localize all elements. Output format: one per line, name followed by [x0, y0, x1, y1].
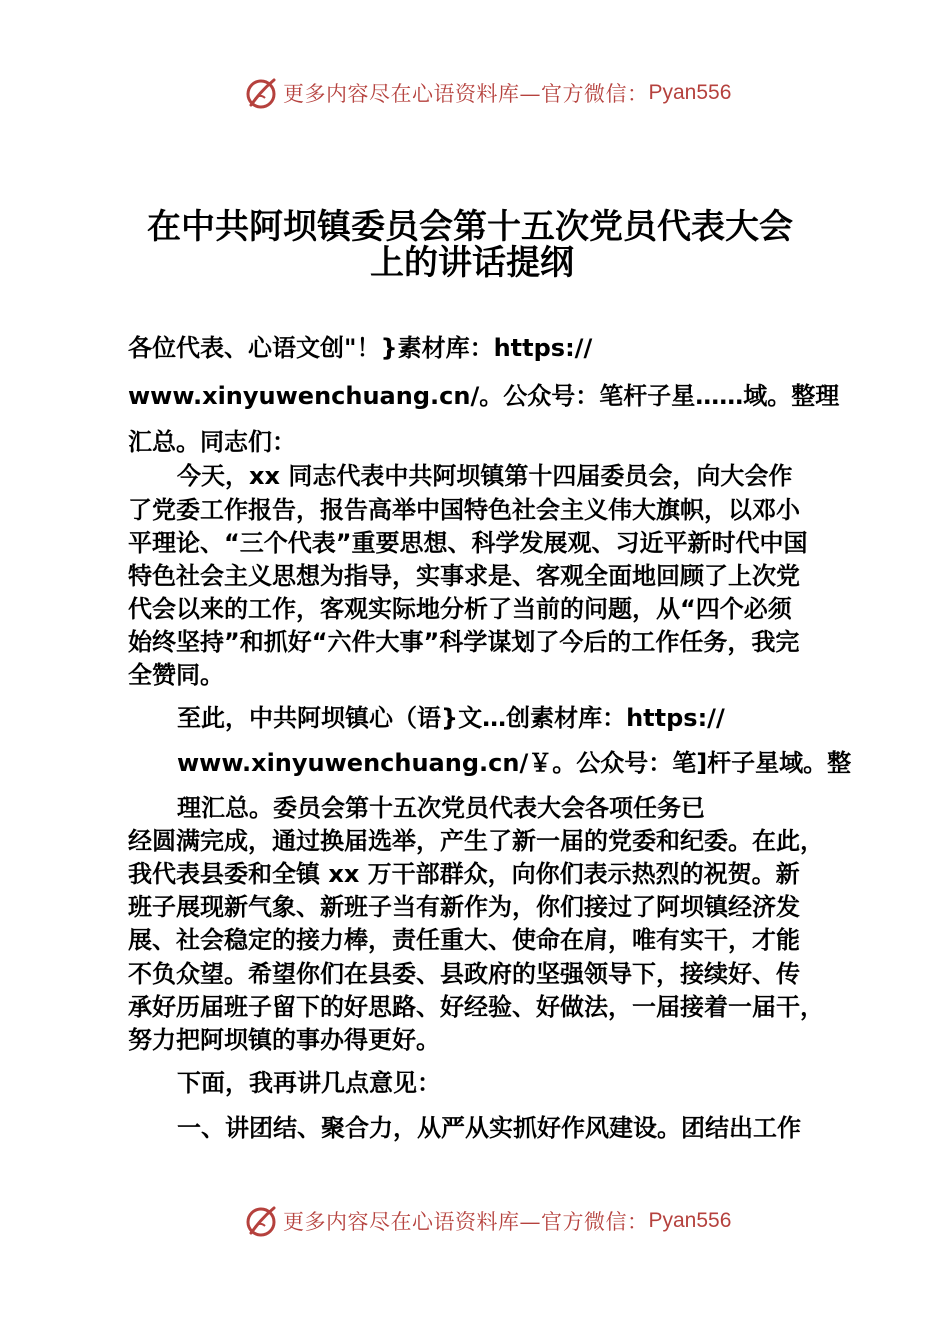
body-line: 今天，xx 同志代表中共阿坝镇第十四届委员会，向大会作	[177, 462, 793, 490]
body-line: 至此，中共阿坝镇心（语}文…创素材库：https://	[177, 704, 725, 732]
title-line-1: 在中共阿坝镇委员会第十五次党员代表大会	[147, 207, 793, 247]
body-line: 下面，我再讲几点意见：	[177, 1069, 441, 1097]
body-line: 班子展现新气象、新班子当有新作为，你们接过了阿坝镇经济发	[128, 893, 800, 921]
body-line: 承好历届班子留下的好思路、好经验、好做法，一届接着一届干，	[128, 993, 824, 1021]
body-line: 代会以来的工作，客观实际地分析了当前的问题，从“四个必须	[128, 595, 792, 623]
header-banner	[243, 75, 731, 111]
body-line: 各位代表、心语文创"！}素材库：https://	[128, 334, 593, 362]
brush-logo-icon	[243, 1203, 279, 1239]
header-banner-text: 更多内容尽在心语资料库—官方微信：	[283, 82, 649, 106]
body-line: 汇总。同志们：	[128, 428, 296, 456]
brush-logo-icon	[243, 75, 279, 111]
header-wechat-id: Pyan556	[648, 81, 732, 104]
footer-banner	[243, 1203, 731, 1239]
document-title	[0, 207, 950, 283]
body-line: 经圆满完成，通过换届选举，产生了新一届的党委和纪委。在此，	[128, 827, 824, 855]
body-line: 不负众望。希望你们在县委、县政府的坚强领导下，接续好、传	[128, 960, 800, 988]
body-line: 始终坚持”和抓好“六件大事”科学谋划了今后的工作任务，我完	[128, 628, 800, 656]
body-line: 我代表县委和全镇 xx 万干部群众，向你们表示热烈的祝贺。新	[128, 860, 800, 888]
body-line: www.xinyuwenchuang.cn/￥。公众号：笔]杆子星域。整	[177, 749, 852, 777]
body-line: 理汇总。委员会第十五次党员代表大会各项任务已	[177, 794, 705, 822]
body-line: 一、讲团结、聚合力，从严从实抓好作风建设。团结出工作	[177, 1114, 801, 1142]
body-line: 努力把阿坝镇的事办得更好。	[128, 1026, 440, 1054]
body-line: 平理论、“三个代表”重要思想、科学发展观、习近平新时代中国	[128, 529, 808, 557]
body-line: 全赞同。	[128, 661, 224, 689]
footer-wechat-id: Pyan556	[648, 1209, 732, 1232]
body-line: 特色社会主义思想为指导，实事求是、客观全面地回顾了上次党	[128, 562, 800, 590]
body-line: 了党委工作报告，报告高举中国特色社会主义伟大旗帜，以邓小	[128, 496, 800, 524]
title-line-2: 上的讲话提纲	[370, 243, 574, 283]
body-line: www.xinyuwenchuang.cn/。公众号：笔杆子星……域。整理	[128, 382, 840, 410]
footer-banner-text: 更多内容尽在心语资料库—官方微信：	[283, 1210, 649, 1234]
body-line: 展、社会稳定的接力棒，责任重大、使命在肩，唯有实干，才能	[128, 926, 800, 954]
